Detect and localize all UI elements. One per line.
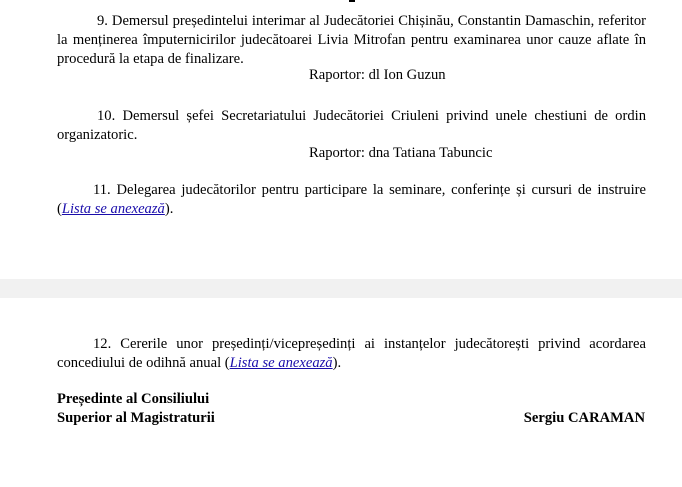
item-number: 10. xyxy=(97,108,116,124)
item-9-raportor: Raportor: dl Ion Guzun xyxy=(309,67,446,83)
item-text: Delegarea judecătorilor pentru participare la seminare, conferințe și cursuri de instruire ( xyxy=(57,182,646,217)
item-text: Demersul președintelui interimar al Judecătoriei Chișinău, Constantin Damaschin, referitor la menținerea împuternicirilor judecătoarei Livia Mitrofan pentru examinarea unor cauze aflate în procedură la etapa de finalizare. xyxy=(57,13,646,67)
agenda-item-12 xyxy=(57,335,646,373)
item-text: Demersul șefei Secretariatului Judecătoriei Criuleni privind unele chestiuni de ordin organizatoric. xyxy=(57,108,646,143)
item-number: 11. xyxy=(93,182,111,198)
item-text-end: ). xyxy=(332,355,342,371)
annex-link[interactable]: Lista se anexează xyxy=(61,201,165,217)
item-number: 12. xyxy=(93,336,112,352)
agenda-item-10 xyxy=(57,107,646,145)
signature-title-line-1: Președinte al Consiliului xyxy=(57,391,210,407)
signature-name: Sergiu CARAMAN xyxy=(523,410,645,426)
signature-title xyxy=(57,390,215,428)
annex-link[interactable]: Lista se anexează xyxy=(229,355,333,371)
item-number: 9. xyxy=(97,13,108,29)
agenda-item-9 xyxy=(57,12,646,69)
page-edge-mark xyxy=(349,0,355,2)
item-10-raportor: Raportor: dna Tatiana Tabuncic xyxy=(309,145,493,161)
agenda-item-11 xyxy=(57,181,646,219)
signature-title-line-2: Superior al Magistraturii xyxy=(57,410,215,426)
item-text-end: ). xyxy=(164,201,174,217)
item-text: Cererile unor președinți/vicepreședinți ai instanțelor judecătorești privind acordarea concediului de odihnă anual ( xyxy=(57,336,646,371)
page-separator xyxy=(0,279,682,298)
